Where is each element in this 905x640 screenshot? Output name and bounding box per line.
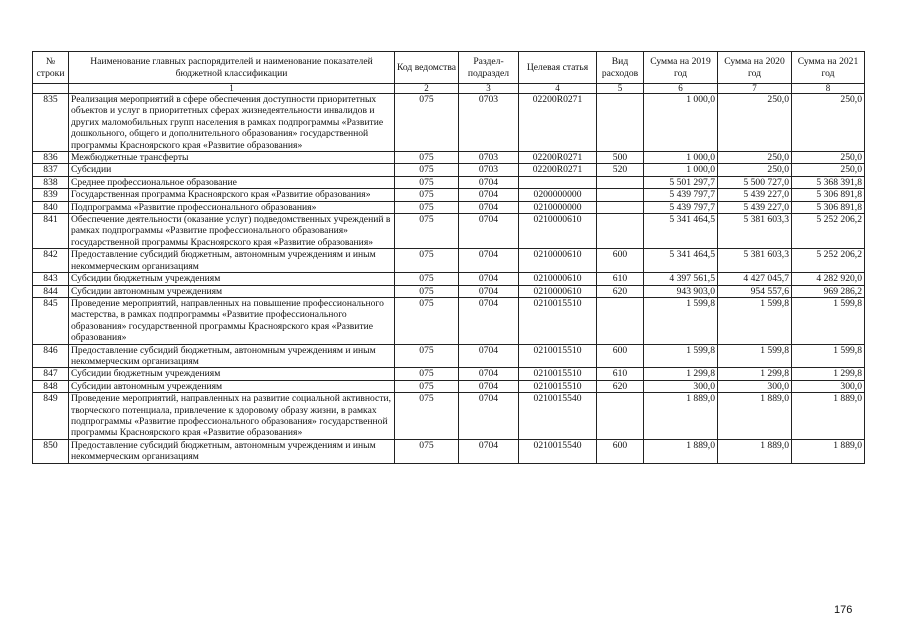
expense-type-cell (597, 201, 644, 213)
sum-2019-cell: 5 341 464,5 (644, 214, 718, 249)
sum-2019-cell: 1 599,8 (644, 297, 718, 344)
item-name-cell: Субсидии (69, 164, 395, 176)
sum-2020-cell: 1 599,8 (718, 297, 792, 344)
sum-2021-cell: 1 889,0 (792, 439, 865, 463)
section-cell: 0704 (459, 273, 519, 285)
sum-2019-cell: 1 000,0 (644, 152, 718, 164)
section-cell: 0704 (459, 297, 519, 344)
table-row (33, 297, 865, 344)
row-number-cell: 836 (33, 152, 69, 164)
expense-type-cell: 610 (597, 273, 644, 285)
sum-2020-cell: 5 439 227,0 (718, 189, 792, 201)
target-article-cell: 0210015510 (519, 297, 597, 344)
sum-2021-cell: 5 252 206,2 (792, 249, 865, 273)
expense-type-cell: 600 (597, 249, 644, 273)
sum-2020-cell: 1 889,0 (718, 439, 792, 463)
sum-2019-cell: 5 341 464,5 (644, 249, 718, 273)
header-section: Раздел-подраздел (459, 52, 519, 84)
row-number-cell: 840 (33, 201, 69, 213)
item-name-cell: Обеспечение деятельности (оказание услуг) подведомственных учреждений в рамках подпрограммы «Развитие профессионального образования» государственной программы Красноярского края «Развитие образования» (69, 214, 395, 249)
table-row (33, 176, 865, 188)
target-article-cell: 0210015540 (519, 439, 597, 463)
section-cell: 0703 (459, 152, 519, 164)
table-row (33, 344, 865, 368)
sum-2020-cell: 5 500 727,0 (718, 176, 792, 188)
dept-code-cell: 075 (395, 285, 459, 297)
header-sum-2020: Сумма на 2020 год (718, 52, 792, 84)
header-expense-type: Вид расходов (597, 52, 644, 84)
sum-2021-cell: 5 306 891,8 (792, 189, 865, 201)
item-name-cell: Предоставление субсидий бюджетным, автономным учреждениям и иным некоммерческим организациям (69, 439, 395, 463)
sum-2021-cell: 4 282 920,0 (792, 273, 865, 285)
section-cell: 0703 (459, 94, 519, 152)
table-row (33, 273, 865, 285)
header-target-article: Целевая статья (519, 52, 597, 84)
sum-2021-cell: 1 889,0 (792, 393, 865, 440)
header-sum-2019: Сумма на 2019 год (644, 52, 718, 84)
column-number-row (33, 84, 865, 94)
sum-2021-cell: 250,0 (792, 94, 865, 152)
target-article-cell (519, 176, 597, 188)
dept-code-cell: 075 (395, 164, 459, 176)
table-row (33, 152, 865, 164)
sum-2019-cell: 5 439 797,7 (644, 189, 718, 201)
target-article-cell: 02200R0271 (519, 164, 597, 176)
row-number-cell: 845 (33, 297, 69, 344)
sum-2020-cell: 1 599,8 (718, 344, 792, 368)
dept-code-cell: 075 (395, 176, 459, 188)
sum-2021-cell: 1 599,8 (792, 297, 865, 344)
sum-2019-cell: 5 439 797,7 (644, 201, 718, 213)
expense-type-cell (597, 94, 644, 152)
row-number-cell: 843 (33, 273, 69, 285)
column-number: 3 (459, 84, 519, 94)
expense-type-cell: 600 (597, 439, 644, 463)
sum-2020-cell: 250,0 (718, 94, 792, 152)
expense-type-cell (597, 189, 644, 201)
sum-2019-cell: 1 000,0 (644, 164, 718, 176)
target-article-cell: 0210000610 (519, 214, 597, 249)
expense-type-cell: 500 (597, 152, 644, 164)
sum-2019-cell: 5 501 297,7 (644, 176, 718, 188)
target-article-cell: 0210015510 (519, 344, 597, 368)
section-cell: 0704 (459, 344, 519, 368)
budget-table (32, 51, 865, 464)
sum-2021-cell: 1 599,8 (792, 344, 865, 368)
item-name-cell: Межбюджетные трансферты (69, 152, 395, 164)
target-article-cell: 0210000610 (519, 249, 597, 273)
item-name-cell: Субсидии бюджетным учреждениям (69, 273, 395, 285)
table-row (33, 285, 865, 297)
table-row (33, 439, 865, 463)
header-dept-code: Код ведомства (395, 52, 459, 84)
row-number-cell: 849 (33, 393, 69, 440)
expense-type-cell: 610 (597, 368, 644, 380)
sum-2020-cell: 1 299,8 (718, 368, 792, 380)
expense-type-cell: 620 (597, 380, 644, 392)
expense-type-cell: 520 (597, 164, 644, 176)
dept-code-cell: 075 (395, 297, 459, 344)
target-article-cell: 02200R0271 (519, 94, 597, 152)
row-number-cell: 837 (33, 164, 69, 176)
sum-2021-cell: 5 252 206,2 (792, 214, 865, 249)
table-row (33, 380, 865, 392)
section-cell: 0704 (459, 439, 519, 463)
sum-2020-cell: 5 381 603,3 (718, 249, 792, 273)
section-cell: 0704 (459, 176, 519, 188)
item-name-cell: Предоставление субсидий бюджетным, автономным учреждениям и иным некоммерческим организациям (69, 249, 395, 273)
section-cell: 0704 (459, 368, 519, 380)
section-cell: 0704 (459, 189, 519, 201)
row-number-cell: 850 (33, 439, 69, 463)
column-number: 8 (792, 84, 865, 94)
target-article-cell: 0210000610 (519, 273, 597, 285)
table-row (33, 214, 865, 249)
item-name-cell: Субсидии автономным учреждениям (69, 285, 395, 297)
row-number-cell: 841 (33, 214, 69, 249)
section-cell: 0704 (459, 393, 519, 440)
column-number (33, 84, 69, 94)
sum-2020-cell: 1 889,0 (718, 393, 792, 440)
target-article-cell: 0200000000 (519, 189, 597, 201)
sum-2020-cell: 250,0 (718, 164, 792, 176)
sum-2021-cell: 300,0 (792, 380, 865, 392)
sum-2021-cell: 250,0 (792, 152, 865, 164)
sum-2020-cell: 300,0 (718, 380, 792, 392)
section-cell: 0704 (459, 201, 519, 213)
dept-code-cell: 075 (395, 214, 459, 249)
section-cell: 0704 (459, 285, 519, 297)
sum-2021-cell: 5 368 391,8 (792, 176, 865, 188)
sum-2019-cell: 1 889,0 (644, 439, 718, 463)
column-number: 5 (597, 84, 644, 94)
row-number-cell: 848 (33, 380, 69, 392)
column-number: 4 (519, 84, 597, 94)
sum-2019-cell: 943 903,0 (644, 285, 718, 297)
sum-2019-cell: 4 397 561,5 (644, 273, 718, 285)
expense-type-cell (597, 297, 644, 344)
dept-code-cell: 075 (395, 189, 459, 201)
row-number-cell: 839 (33, 189, 69, 201)
dept-code-cell: 075 (395, 439, 459, 463)
target-article-cell: 02200R0271 (519, 152, 597, 164)
sum-2019-cell: 1 299,8 (644, 368, 718, 380)
dept-code-cell: 075 (395, 344, 459, 368)
sum-2021-cell: 969 286,2 (792, 285, 865, 297)
item-name-cell: Среднее профессиональное образование (69, 176, 395, 188)
row-number-cell: 844 (33, 285, 69, 297)
table-row (33, 368, 865, 380)
column-number: 6 (644, 84, 718, 94)
sum-2021-cell: 250,0 (792, 164, 865, 176)
expense-type-cell: 620 (597, 285, 644, 297)
target-article-cell: 0210000000 (519, 201, 597, 213)
section-cell: 0704 (459, 214, 519, 249)
sum-2020-cell: 250,0 (718, 152, 792, 164)
column-number: 1 (69, 84, 395, 94)
column-number: 2 (395, 84, 459, 94)
section-cell: 0704 (459, 249, 519, 273)
dept-code-cell: 075 (395, 368, 459, 380)
dept-code-cell: 075 (395, 201, 459, 213)
column-number: 7 (718, 84, 792, 94)
dept-code-cell: 075 (395, 94, 459, 152)
item-name-cell: Реализация мероприятий в сфере обеспечения доступности приоритетных объектов и услуг в приоритетных сферах жизнедеятельности инвалидов и других маломобильных групп населения в рамках подпрограммы «Развитие дошкольного, общего и дополнительного образования» государственной программы Красноярского края «Развитие образования» (69, 94, 395, 152)
target-article-cell: 0210015540 (519, 393, 597, 440)
table-row (33, 94, 865, 152)
item-name-cell: Предоставление субсидий бюджетным, автономным учреждениям и иным некоммерческим организациям (69, 344, 395, 368)
row-number-cell: 835 (33, 94, 69, 152)
dept-code-cell: 075 (395, 380, 459, 392)
row-number-cell: 846 (33, 344, 69, 368)
sum-2019-cell: 1 599,8 (644, 344, 718, 368)
row-number-cell: 847 (33, 368, 69, 380)
sum-2021-cell: 1 299,8 (792, 368, 865, 380)
header-row-number: № строки (33, 52, 69, 84)
sum-2019-cell: 1 000,0 (644, 94, 718, 152)
target-article-cell: 0210015510 (519, 380, 597, 392)
table-row (33, 201, 865, 213)
target-article-cell: 0210000610 (519, 285, 597, 297)
table-header (33, 52, 865, 94)
item-name-cell: Субсидии бюджетным учреждениям (69, 368, 395, 380)
page-number: 176 (834, 604, 853, 616)
table-row (33, 164, 865, 176)
header-name: Наименование главных распорядителей и наименование показателей бюджетной классификации (69, 52, 395, 84)
item-name-cell: Субсидии автономным учреждениям (69, 380, 395, 392)
section-cell: 0704 (459, 380, 519, 392)
dept-code-cell: 075 (395, 273, 459, 285)
sum-2020-cell: 954 557,6 (718, 285, 792, 297)
item-name-cell: Проведение мероприятий, направленных на развитие социальной активности, творческого потенциала, привлечение к здоровому образу жизни, в рамках подпрограммы «Развитие профессионального образования» государственной программы Красноярского края «Развитие образования» (69, 393, 395, 440)
sum-2019-cell: 1 889,0 (644, 393, 718, 440)
expense-type-cell (597, 214, 644, 249)
target-article-cell: 0210015510 (519, 368, 597, 380)
sum-2020-cell: 4 427 045,7 (718, 273, 792, 285)
row-number-cell: 838 (33, 176, 69, 188)
expense-type-cell: 600 (597, 344, 644, 368)
section-cell: 0703 (459, 164, 519, 176)
sum-2021-cell: 5 306 891,8 (792, 201, 865, 213)
table-body (33, 94, 865, 464)
dept-code-cell: 075 (395, 249, 459, 273)
header-row (33, 52, 865, 84)
sum-2020-cell: 5 439 227,0 (718, 201, 792, 213)
expense-type-cell (597, 176, 644, 188)
header-sum-2021: Сумма на 2021 год (792, 52, 865, 84)
table-row (33, 189, 865, 201)
dept-code-cell: 075 (395, 152, 459, 164)
table-row (33, 249, 865, 273)
sum-2019-cell: 300,0 (644, 380, 718, 392)
row-number-cell: 842 (33, 249, 69, 273)
item-name-cell: Подпрограмма «Развитие профессионального образования» (69, 201, 395, 213)
expense-type-cell (597, 393, 644, 440)
table-row (33, 393, 865, 440)
item-name-cell: Государственная программа Красноярского края «Развитие образования» (69, 189, 395, 201)
dept-code-cell: 075 (395, 393, 459, 440)
item-name-cell: Проведение мероприятий, направленных на повышение профессионального мастерства, в рамках подпрограммы «Развитие профессионального образования» государственной программы Красноярского края «Развитие образования» (69, 297, 395, 344)
sum-2020-cell: 5 381 603,3 (718, 214, 792, 249)
